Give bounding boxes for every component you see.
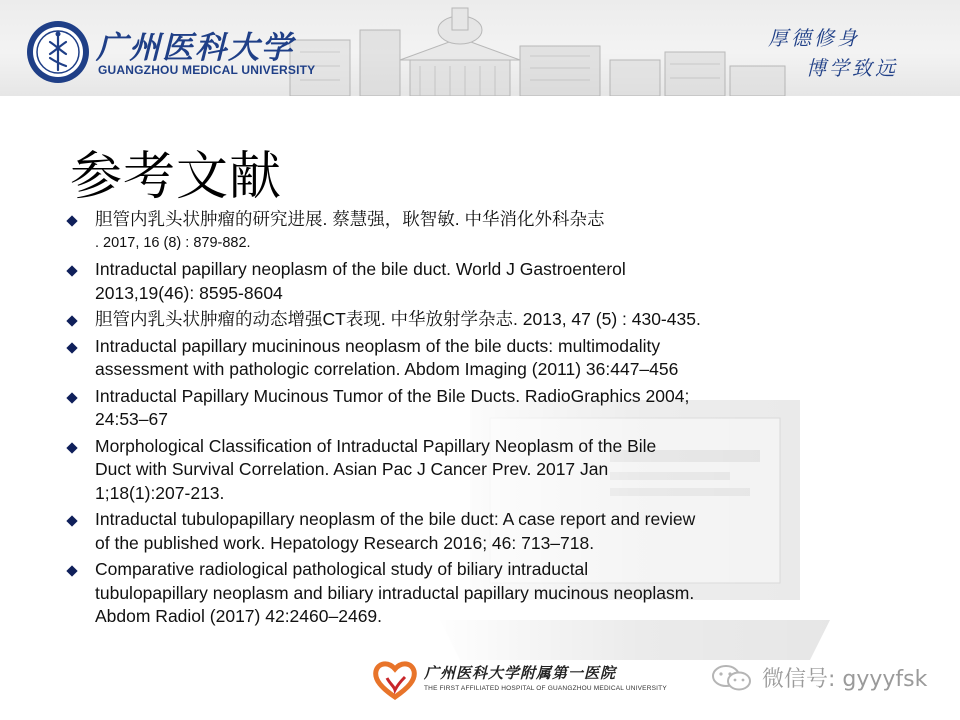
reference-item bbox=[66, 208, 786, 255]
campus-buildings-graphic bbox=[270, 0, 790, 96]
hospital-name-cn: 广州医科大学附属第一医院 bbox=[424, 664, 617, 682]
diamond-bullet-icon bbox=[66, 215, 77, 226]
reference-line: Abdom Radiol (2017) 42:2460–2469. bbox=[95, 606, 383, 626]
reference-line: 胆管内乳头状肿瘤的动态增强CT表现. 中华放射学杂志. 2013, 47 (5) : 430-435. bbox=[95, 309, 701, 329]
reference-line: Intraductal Papillary Mucinous Tumor of the Bile Ducts. RadioGraphics 2004; bbox=[95, 385, 690, 406]
reference-item bbox=[66, 308, 786, 332]
reference-line: 1;18(1):207-213. bbox=[95, 482, 225, 503]
reference-item bbox=[66, 335, 786, 382]
reference-line: Intraductal tubulopapillary neoplasm of the bile duct: A case report and review bbox=[95, 509, 696, 529]
reference-line: Intraductal papillary neoplasm of the bile duct. World J Gastroenterol bbox=[95, 259, 626, 279]
reference-line: 24:53–67 bbox=[95, 409, 168, 429]
reference-line: Duct with Survival Correlation. Asian Pac J Cancer Prev. 2017 Jan bbox=[95, 459, 609, 479]
reference-item bbox=[66, 258, 786, 305]
wechat-id-label: 微信号: gyyyfsk bbox=[762, 667, 928, 692]
wechat-watermark bbox=[710, 662, 927, 693]
diamond-bullet-icon bbox=[66, 265, 77, 276]
reference-line: of the published work. Hepatology Research 2016; 46: 713–718. bbox=[95, 532, 595, 553]
hospital-name-en: THE FIRST AFFILIATED HOSPITAL OF GUANGZHOU MEDICAL UNIVERSITY bbox=[424, 685, 667, 692]
reference-item bbox=[66, 385, 786, 432]
wechat-icon bbox=[710, 663, 754, 693]
motto-line-2: 博学致远 bbox=[806, 56, 898, 80]
reference-item bbox=[66, 508, 786, 555]
header-banner bbox=[0, 0, 960, 96]
hospital-heart-icon bbox=[372, 660, 418, 700]
diamond-bullet-icon bbox=[66, 315, 77, 326]
reference-item bbox=[66, 435, 786, 506]
reference-line: tubulopapillary neoplasm and biliary intraductal papillary mucinous neoplasm. bbox=[95, 582, 695, 603]
university-seal-icon bbox=[26, 20, 90, 84]
reference-line: assessment with pathologic correlation. Abdom Imaging (2011) 36:447–456 bbox=[95, 359, 679, 379]
university-name-cn: 广州医科大学 bbox=[96, 30, 294, 66]
reference-line: Morphological Classification of Intraductal Papillary Neoplasm of the Bile bbox=[95, 435, 657, 456]
reference-line: Comparative radiological pathological study of biliary intraductal bbox=[95, 559, 589, 579]
diamond-bullet-icon bbox=[66, 515, 77, 526]
reference-line: 2013,19(46): 8595-8604 bbox=[95, 282, 283, 303]
diamond-bullet-icon bbox=[66, 565, 77, 576]
page-title: 参考文献 bbox=[70, 147, 283, 207]
diamond-bullet-icon bbox=[66, 342, 77, 353]
reference-line: Intraductal papillary mucininous neoplasm of the bile ducts: multimodality bbox=[95, 335, 661, 356]
reference-list bbox=[66, 208, 786, 632]
diamond-bullet-icon bbox=[66, 392, 77, 403]
diamond-bullet-icon bbox=[66, 442, 77, 453]
university-name-en: GUANGZHOU MEDICAL UNIVERSITY bbox=[98, 63, 316, 77]
motto-line-1: 厚德修身 bbox=[768, 26, 860, 50]
reference-line: . 2017, 16 (8) : 879-882. bbox=[95, 234, 251, 251]
reference-item bbox=[66, 558, 786, 629]
reference-line: 胆管内乳头状肿瘤的研究进展. 蔡慧强，耿智敏. 中华消化外科杂志 bbox=[95, 209, 605, 229]
